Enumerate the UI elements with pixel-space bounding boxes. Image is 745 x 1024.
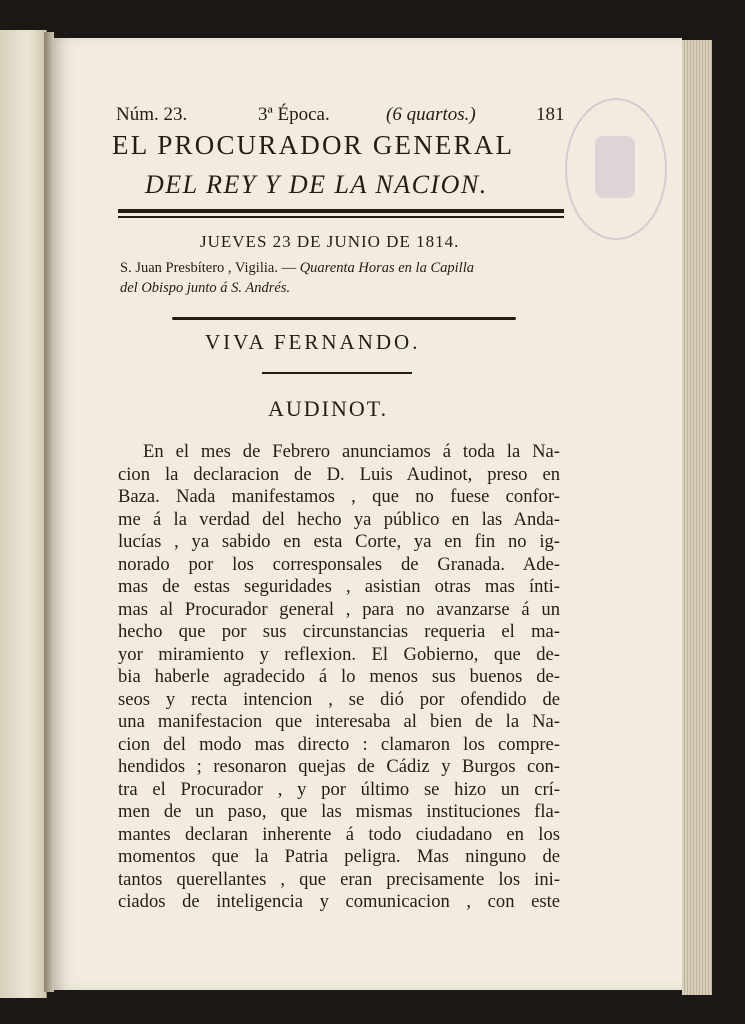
epoch: 3ª Época. — [258, 104, 330, 125]
issue-date: JUEVES 23 DE JUNIO DE 1814. — [200, 232, 460, 251]
article-line: una manifestacion que interesaba al bien de la Na- — [118, 711, 560, 732]
notice-rule — [172, 317, 516, 320]
article-line: ciados de inteligencia y comunicacion , con este — [118, 891, 560, 912]
motto: VIVA FERNANDO. — [205, 330, 421, 354]
motto-rule — [262, 372, 412, 374]
issue-number: Núm. 23. — [116, 104, 188, 125]
price: (6 quartos.) — [386, 104, 476, 125]
article-line: momentos que la Patria peligra. Mas ninguno de — [118, 846, 560, 867]
saint-notice-b: Quarenta Horas en la Capilla — [299, 260, 474, 276]
masthead-rule-thick — [118, 209, 564, 213]
article-line: lucías , ya sabido en esta Corte, ya en fin no ig- — [118, 531, 560, 552]
page-stack-edge — [682, 40, 712, 995]
article-line: norado por los corresponsales de Granada. Ade- — [118, 553, 560, 575]
article-line: mas al Procurador general , para no avanzarse á un — [118, 598, 560, 620]
masthead-subtitle: DEL REY Y DE LA NACION. — [145, 170, 488, 199]
stamp-crest-icon — [595, 136, 635, 198]
article-line: seos y recta intencion , se dió por ofendido de — [118, 688, 560, 710]
article-line: mantes declaran inherente á todo ciudadano en los — [118, 823, 560, 845]
article-heading: AUDINOT. — [268, 396, 389, 421]
saint-notice-line2: del Obispo junto á S. Andrés. — [120, 280, 291, 296]
article-line: hendidos ; resonaron quejas de Cádiz y Burgos con- — [118, 756, 560, 777]
library-stamp-icon — [565, 98, 667, 240]
article-line: En el mes de Febrero anunciamos á toda la Na- — [143, 441, 560, 462]
saint-notice-a: S. Juan Presbítero , Vigilia. — — [120, 260, 297, 276]
article-line: cion del modo mas directo : clamaron los compre- — [118, 733, 560, 755]
masthead-title: EL PROCURADOR GENERAL — [112, 130, 515, 160]
article-line: bia haberle agradecido á lo menos sus buenos de- — [118, 666, 560, 687]
article-line: hecho que por sus circunstancias requeria el ma- — [118, 621, 560, 642]
article-line: cion la declaracion de D. Luis Audinot, preso en — [118, 463, 560, 485]
article-line: tra el Procurador , y por último se hizo un crí- — [118, 778, 560, 800]
article-line: Baza. Nada manifestamos , que no fuese confor- — [118, 486, 560, 507]
saint-notice-line1 — [120, 260, 474, 277]
left-page-edge — [0, 30, 47, 998]
article-line: mas de estas seguridades , asistian otras mas ínti- — [118, 576, 560, 597]
article-line: yor miramiento y reflexion. El Gobierno, que de- — [118, 643, 560, 665]
article-line: tantos querellantes , que eran precisamente los ini- — [118, 868, 560, 890]
masthead-rule-thin — [118, 216, 564, 218]
page-number: 181 — [536, 104, 565, 125]
article-line: me á la verdad del hecho ya público en las Anda- — [118, 508, 560, 530]
article-line: men de un paso, que las mismas instituciones fla- — [118, 801, 560, 822]
